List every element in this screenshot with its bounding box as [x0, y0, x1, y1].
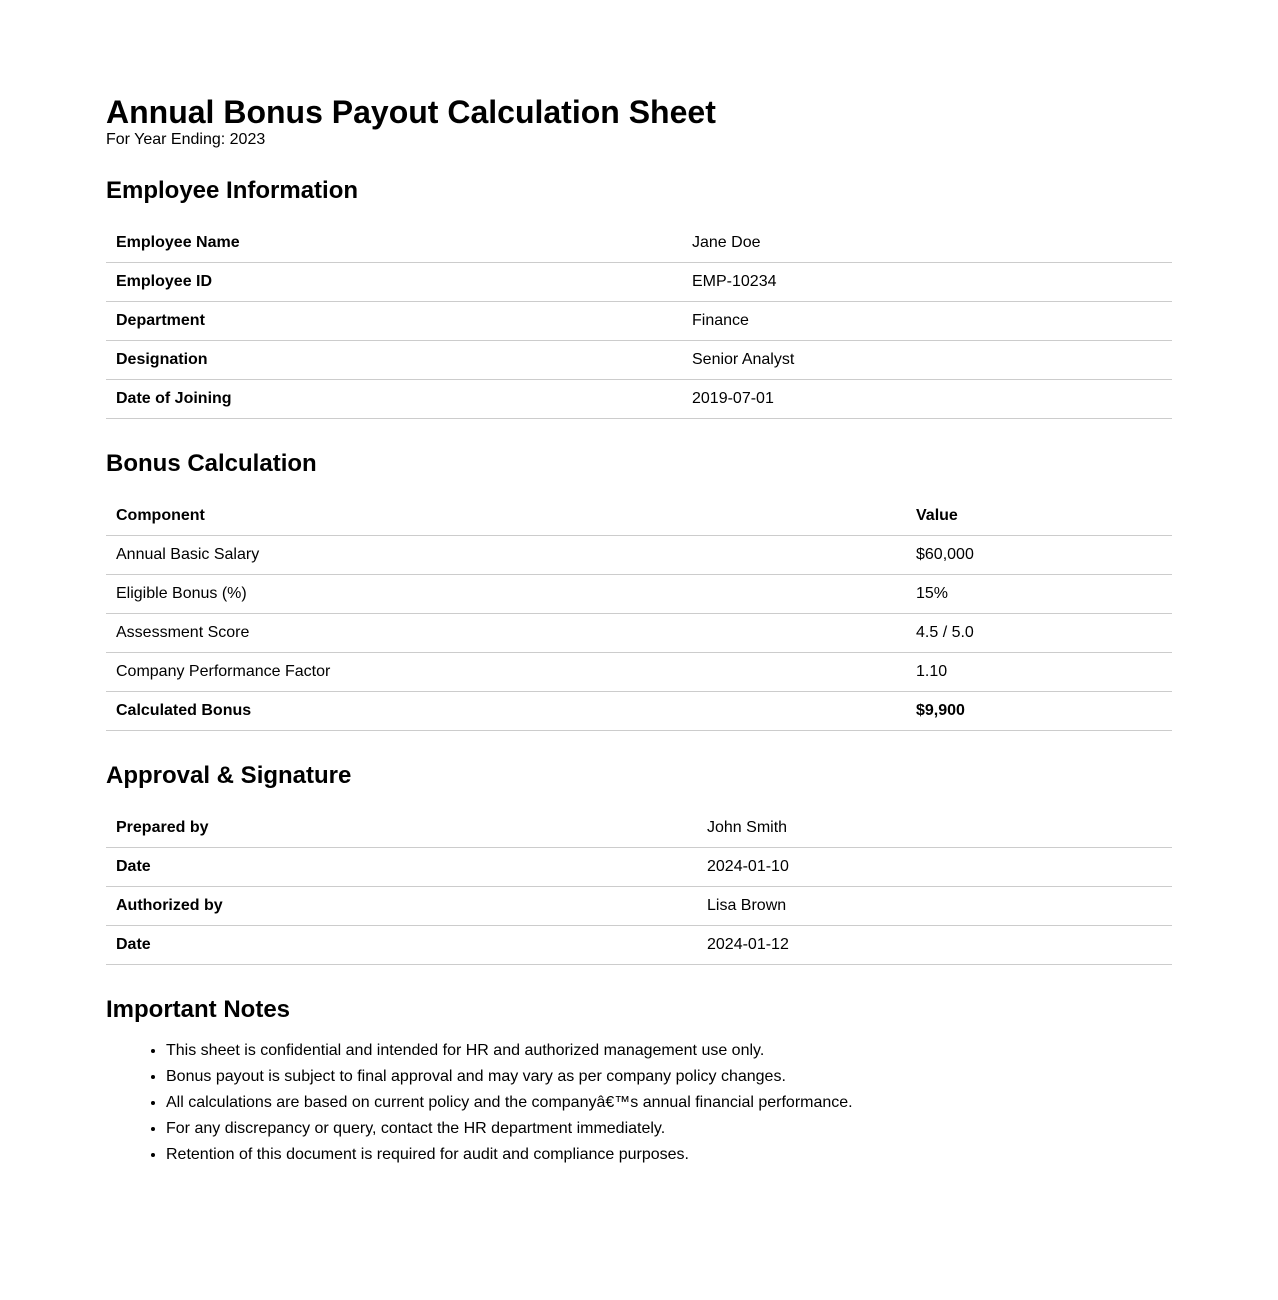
prepared-by-value: John Smith	[697, 809, 1172, 848]
bonus-calculation-heading: Bonus Calculation	[106, 450, 317, 477]
employee-info-table	[106, 224, 1172, 419]
prepared-date-label: Date	[106, 848, 697, 887]
department-label: Department	[106, 302, 682, 341]
component-cell: Annual Basic Salary	[106, 536, 906, 575]
component-cell: Assessment Score	[106, 614, 906, 653]
prepared-date-value: 2024-01-10	[697, 848, 1172, 887]
employee-info-heading: Employee Information	[106, 177, 359, 204]
page-subtitle: For Year Ending: 2023	[106, 131, 266, 148]
list-item: • All calculations are based on current policy and the companyâ€™s annual financial performance.	[166, 1090, 1172, 1116]
component-cell: Company Performance Factor	[106, 653, 906, 692]
department-value: Finance	[682, 302, 1172, 341]
notes-list	[106, 1038, 1172, 1168]
list-item: • This sheet is confidential and intended for HR and authorized management use only.	[166, 1038, 1172, 1064]
designation-value: Senior Analyst	[682, 341, 1172, 380]
list-item: • Bonus payout is subject to final approval and may vary as per company policy changes.	[166, 1064, 1172, 1090]
designation-label: Designation	[106, 341, 682, 380]
authorized-date-label: Date	[106, 926, 697, 965]
component-cell: Eligible Bonus (%)	[106, 575, 906, 614]
total-row	[106, 692, 1172, 731]
approval-heading: Approval & Signature	[106, 762, 352, 789]
employee-name-value: Jane Doe	[682, 224, 1172, 263]
table-row	[106, 536, 1172, 575]
employee-name-label: Employee Name	[106, 224, 682, 263]
table-row	[106, 614, 1172, 653]
employee-id-label: Employee ID	[106, 263, 682, 302]
authorized-by-value: Lisa Brown	[697, 887, 1172, 926]
table-row	[106, 926, 1172, 965]
authorized-by-label: Authorized by	[106, 887, 697, 926]
value-cell: 4.5 / 5.0	[906, 614, 1172, 653]
document	[106, 0, 1172, 1168]
date-of-joining-value: 2019-07-01	[682, 380, 1172, 419]
table-row	[106, 302, 1172, 341]
calculated-bonus-value: $9,900	[906, 692, 1172, 731]
calculated-bonus-label: Calculated Bonus	[106, 692, 906, 731]
table-row	[106, 887, 1172, 926]
table-row	[106, 653, 1172, 692]
column-header-value: Value	[906, 497, 1172, 536]
table-row	[106, 263, 1172, 302]
table-row	[106, 809, 1172, 848]
table-row	[106, 224, 1172, 263]
list-item: • Retention of this document is required for audit and compliance purposes.	[166, 1142, 1172, 1168]
notes-heading: Important Notes	[106, 996, 291, 1023]
value-cell: 1.10	[906, 653, 1172, 692]
table-row	[106, 380, 1172, 419]
column-header-component: Component	[106, 497, 906, 536]
authorized-date-value: 2024-01-12	[697, 926, 1172, 965]
table-row	[106, 848, 1172, 887]
value-cell: 15%	[906, 575, 1172, 614]
prepared-by-label: Prepared by	[106, 809, 697, 848]
bonus-calculation-table	[106, 497, 1172, 731]
value-cell: $60,000	[906, 536, 1172, 575]
approval-table	[106, 809, 1172, 965]
table-row	[106, 341, 1172, 380]
employee-id-value: EMP-10234	[682, 263, 1172, 302]
list-item: • For any discrepancy or query, contact the HR department immediately.	[166, 1116, 1172, 1142]
date-of-joining-label: Date of Joining	[106, 380, 682, 419]
page-title: Annual Bonus Payout Calculation Sheet	[106, 94, 716, 130]
table-row	[106, 575, 1172, 614]
table-header-row	[106, 497, 1172, 536]
